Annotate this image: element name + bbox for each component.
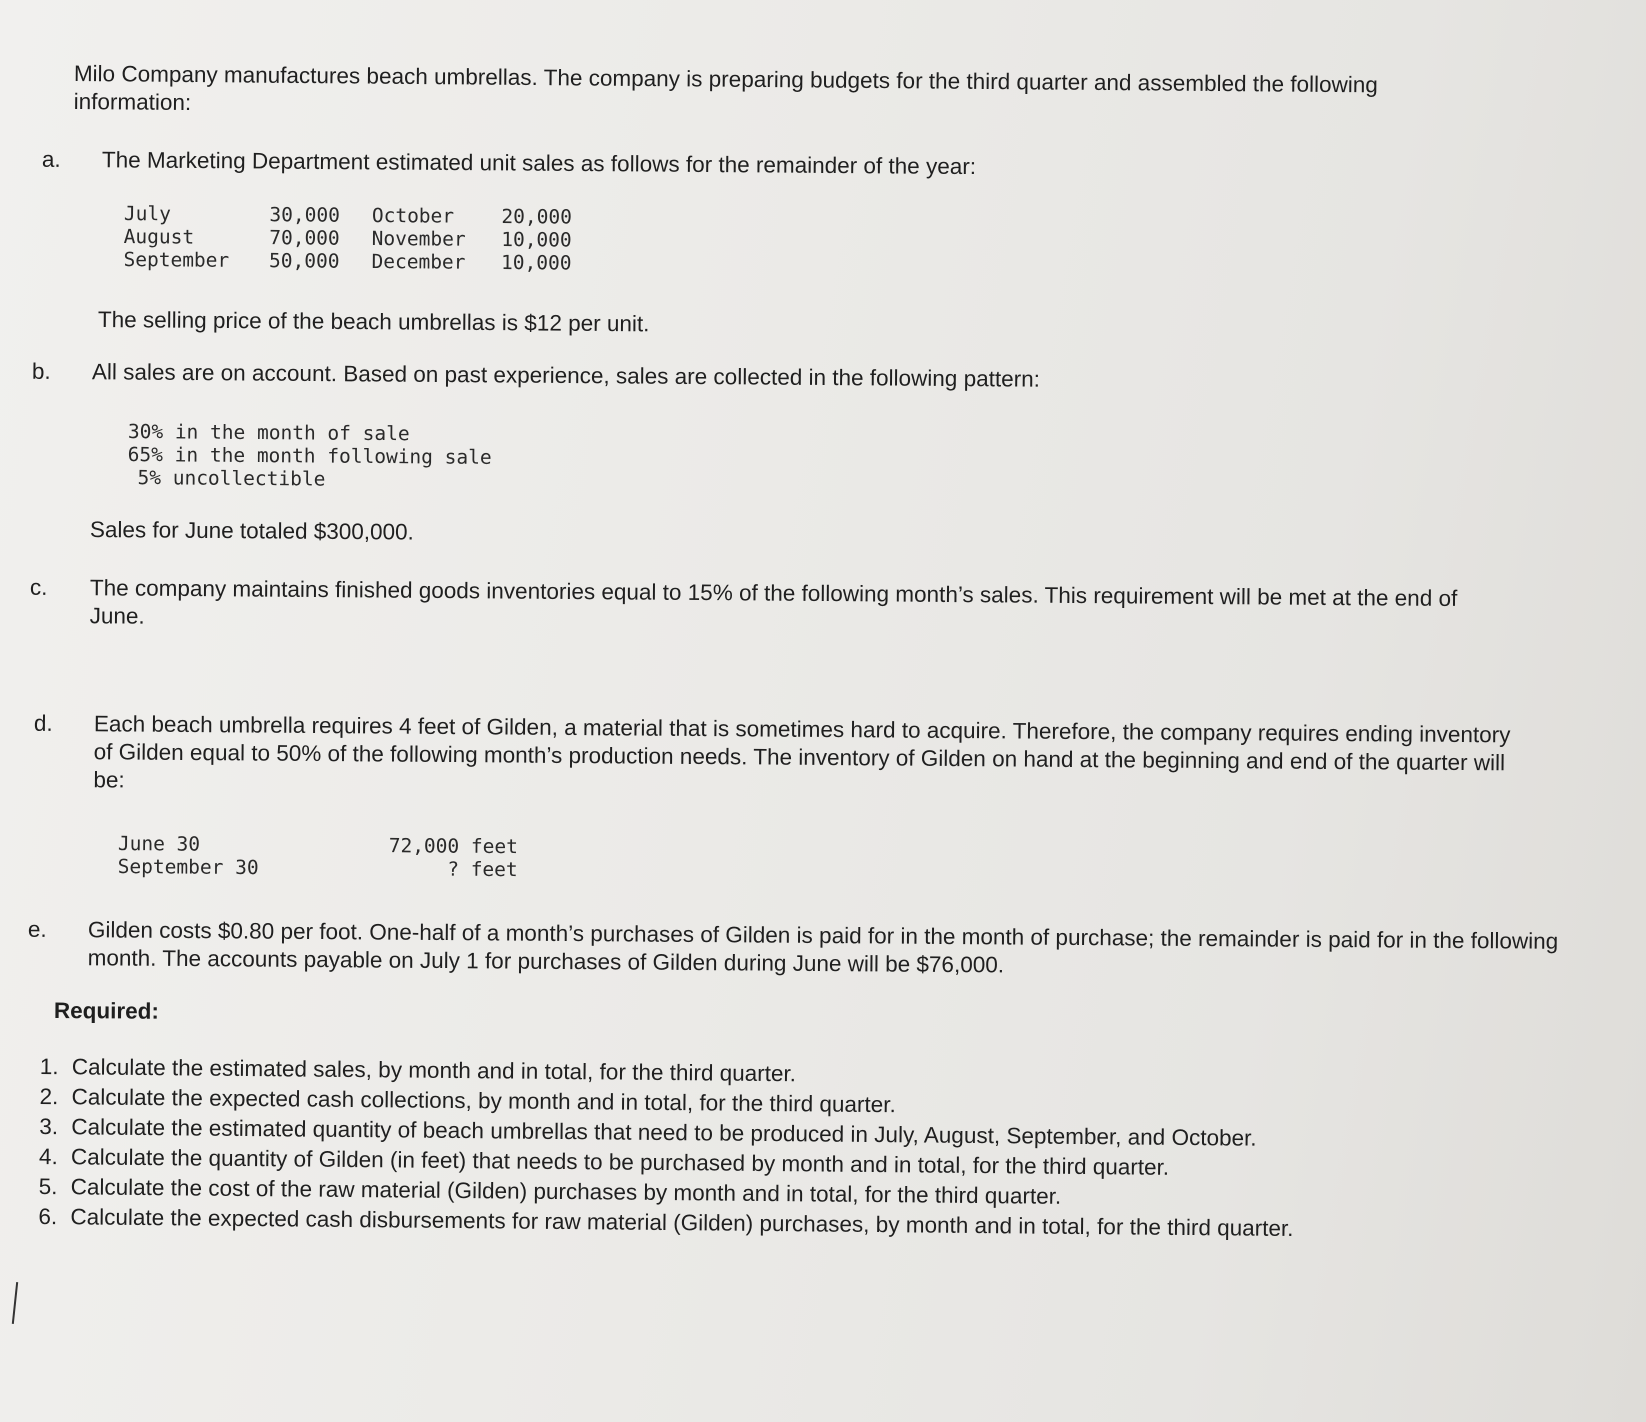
item-number: 3.	[39, 1113, 59, 1140]
month-label: November	[371, 226, 466, 251]
item-text: Calculate the quantity of Gilden (in feet) that needs to be purchased by month and in total, for the third quarter.	[70, 1144, 1170, 1180]
section-d-marker: d.	[33, 710, 53, 736]
table-row	[123, 248, 571, 275]
item-text: Calculate the estimated sales, by month and in total, for the third quarter.	[71, 1054, 797, 1087]
section-a-marker: a.	[41, 146, 61, 172]
price-note: The selling price of the beach umbrellas is $12 per unit.	[97, 306, 650, 337]
month-label: September	[123, 247, 230, 272]
required-list	[38, 1052, 1560, 1247]
item-number: 1.	[39, 1053, 59, 1080]
section-b-text: All sales are on account. Based on past experience, sales are collected in the following pattern:	[91, 359, 1041, 392]
section-b-marker: b.	[31, 358, 51, 384]
collection-pattern	[127, 420, 491, 492]
month-label: October	[371, 203, 455, 228]
section-c-paragraph	[29, 574, 1500, 641]
month-label: December	[371, 249, 466, 274]
month-label: August	[123, 224, 195, 249]
table-row	[118, 832, 518, 858]
section-a-text: The Marketing Department estimated unit sales as follows for the remainder of the year:	[101, 147, 977, 180]
units-value: 30,000	[269, 203, 340, 227]
inventory-amount: ? feet	[447, 857, 518, 882]
item-number: 4.	[38, 1143, 58, 1170]
june-sales-note: Sales for June totaled $300,000.	[89, 516, 414, 545]
item-text: Calculate the expected cash collections, by month and in total, for the third quarter.	[71, 1084, 896, 1118]
list-item: 30% in the month of sale	[127, 420, 410, 446]
text-cursor-mark	[12, 1282, 18, 1324]
item-text: Calculate the cost of the raw material (Gilden) purchases by month and in total, for the third quarter.	[70, 1174, 1062, 1209]
month-label: July	[123, 202, 171, 226]
section-d-text: Each beach umbrella requires 4 feet of Gilden, a material that is sometimes hard to acquire. Therefore, the company requires ending inventory of Gilden equal to 50% of the following month’s production needs. The inventory of Gilden on hand at the beginning and end of the quarter will be:	[93, 711, 1511, 793]
table-row	[118, 855, 518, 881]
item-number: 2.	[39, 1083, 59, 1110]
inventory-amount: 72,000 feet	[388, 834, 518, 859]
item-text: Calculate the expected cash disbursements for raw material (Gilden) purchases, by month and in total, for the third quarter.	[70, 1204, 1294, 1242]
inventory-date: September 30	[117, 854, 259, 880]
section-e-paragraph	[27, 916, 1608, 984]
item-number: 5.	[38, 1173, 58, 1200]
section-e-text: Gilden costs $0.80 per foot. One-half of a month’s purchases of Gilden is paid for in the month of purchase; the remainder is paid for in the following month. The accounts payable on July 1 for purchases of Gilden during June will be $76,000.	[87, 917, 1559, 978]
section-a-paragraph	[41, 146, 1562, 186]
unit-sales-table	[123, 202, 572, 275]
units-value: 70,000	[269, 226, 340, 250]
item-text: Calculate the estimated quantity of beach umbrellas that need to be produced in July, August, September, and October.	[71, 1114, 1257, 1151]
section-c-text: The company maintains finished goods inventories equal to 15% of the following month’s sales. This requirement will be met at the end of June.	[89, 575, 1458, 629]
units-value: 20,000	[501, 204, 572, 229]
section-c-marker: c.	[29, 574, 48, 600]
units-value: 10,000	[501, 227, 572, 252]
inventory-date: June 30	[117, 832, 201, 856]
list-item: 65% in the month following sale	[127, 442, 492, 469]
units-value: 50,000	[269, 249, 340, 273]
required-heading: Required:	[53, 998, 160, 1024]
section-b-paragraph	[31, 358, 1552, 398]
units-value: 10,000	[500, 250, 572, 275]
section-d-paragraph	[33, 710, 1514, 805]
item-number: 6.	[38, 1203, 58, 1230]
intro-paragraph: Milo Company manufactures beach umbrellas. The company is preparing budgets for the third quarter and assembled the following information:	[73, 60, 1378, 116]
list-item: 5% uncollectible	[137, 466, 326, 491]
section-e-marker: e.	[27, 916, 47, 942]
gilden-inventory-table	[118, 832, 518, 881]
